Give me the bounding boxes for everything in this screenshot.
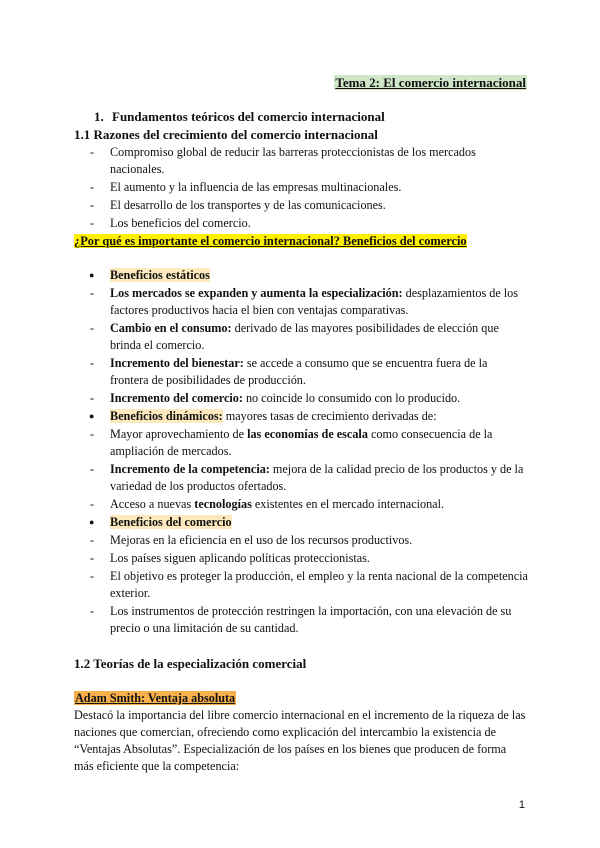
item-text: existentes en el mercado internacional. — [251, 497, 445, 511]
page-number: 1 — [518, 799, 525, 811]
list-item — [74, 514, 528, 531]
item-text: mejora de la calidad precio de los productos y de la variedad de los productos ofertados. — [110, 462, 524, 493]
item-text: derivado de las mayores posibilidades de elección que brinda el comercio. — [110, 321, 499, 352]
section-1-title: Fundamentos teóricos del comercio internacional — [112, 109, 385, 124]
dynamic-benefits-label: Beneficios dinámicos: — [110, 409, 223, 423]
list-item: - Los instrumentos de protección restringen la importación, con una elevación de su precio o una limitación de su cantidad. — [74, 603, 528, 637]
list-item: - Mejoras en la eficiencia en el uso de los recursos productivos. — [74, 532, 528, 549]
list-item — [74, 390, 528, 407]
list-item — [74, 320, 528, 354]
benefits-heading: ¿Por qué es importante el comercio internacional? Beneficios del comercio — [74, 234, 467, 248]
benefits-heading-wrap — [74, 233, 528, 250]
list-item: - El aumento y la influencia de las empresas multinacionales. — [74, 179, 528, 196]
section-1-1-heading: 1.1 Razones del crecimiento del comercio internacional — [74, 127, 378, 142]
item-text: se accede a consumo que se encuentra fuera de la frontera de posibilidades de producción. — [110, 356, 488, 387]
item-bold: Los mercados se expanden y aumenta la especialización: — [110, 286, 403, 300]
reasons-list — [74, 144, 528, 232]
list-item: - Los países siguen aplicando políticas proteccionistas. — [74, 550, 528, 567]
item-text: Mayor aprovechamiento de — [110, 427, 248, 441]
spacer — [74, 673, 528, 690]
list-item: - El objetivo es proteger la producción, el empleo y la renta nacional de la competencia exterior. — [74, 568, 528, 602]
section-1-number: 1. — [94, 109, 104, 124]
benefits-list — [74, 267, 528, 637]
spacer — [74, 250, 528, 267]
trade-benefits-label: Beneficios del comercio — [110, 515, 232, 529]
static-benefits-label: Beneficios estáticos — [110, 268, 210, 282]
item-text: como consecuencia de la ampliación de mercados. — [110, 427, 493, 458]
list-item: - Compromiso global de reducir las barreras proteccionistas de los mercados nacionales. — [74, 144, 528, 178]
smith-heading: Adam Smith: Ventaja absoluta — [75, 691, 236, 705]
list-item — [74, 408, 528, 425]
item-text: Acceso a nuevas — [110, 497, 195, 511]
smith-paragraph: Destacó la importancia del libre comercio internacional en el incremento de la riqueza de las naciones que comercian, ofreciendo como explicación del intercambio la existencia de “Ventajas Absolutas”. Especialización de los países en los bienes que producen de forma más eficiente que la competencia: — [74, 708, 526, 773]
list-item — [74, 461, 528, 495]
item-bold: Incremento del bienestar: — [110, 356, 244, 370]
item-bold: Incremento de la competencia: — [110, 462, 270, 476]
document-title: Tema 2: El comercio internacional — [335, 75, 526, 90]
list-item: - El desarrollo de los transportes y de las comunicaciones. — [74, 197, 528, 214]
item-text: no coincide lo consumido con lo producido. — [242, 391, 461, 405]
document-body — [74, 108, 528, 775]
section-1-heading — [94, 108, 528, 125]
list-item — [74, 496, 528, 513]
header — [334, 74, 527, 92]
section-1-2-heading: 1.2 Teorías de la especialización comercial — [74, 656, 307, 671]
list-item — [74, 426, 528, 460]
item-bold: Incremento del comercio: — [110, 391, 243, 405]
spacer — [74, 638, 528, 655]
item-text: mayores tasas de crecimiento derivadas de: — [222, 409, 437, 423]
list-item: - Los beneficios del comercio. — [74, 215, 528, 232]
list-item — [74, 355, 528, 389]
item-bold: tecnologías — [194, 497, 252, 511]
list-item — [74, 267, 528, 284]
item-bold: Cambio en el consumo: — [110, 321, 232, 335]
smith-heading-wrap — [74, 690, 528, 707]
item-bold: las economías de escala — [247, 427, 368, 441]
list-item — [74, 285, 528, 319]
item-text: desplazamientos de los factores productivos hacia el bien con ventajas comparativas. — [110, 286, 519, 317]
